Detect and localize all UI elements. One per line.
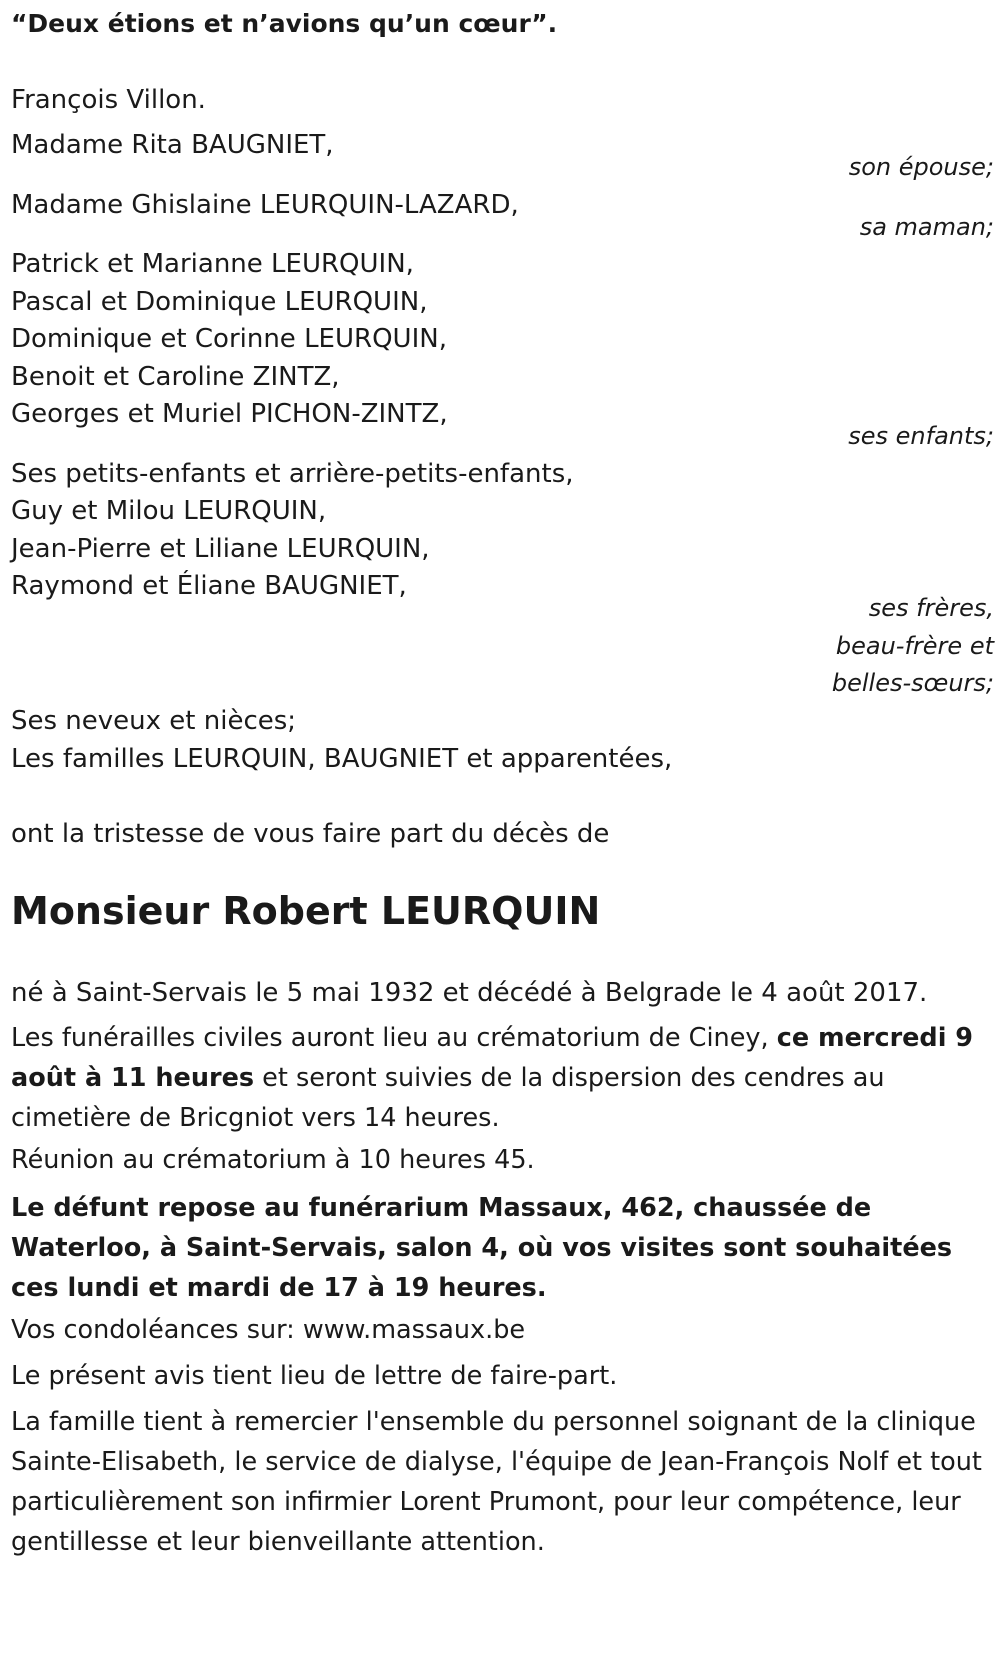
condolences-link[interactable]: www.massaux.be xyxy=(302,1315,526,1345)
condolences-label: Vos condoléances sur: xyxy=(11,1315,303,1345)
thanks: La famille tient à remercier l'ensemble du personnel soignant de la clinique Sainte-Elisabeth, le service de dialyse, l'équipe de Jean-François Nolf et tout particulièrement son infirmier Lorent Prumont, pour leur compétence, leur gentillesse et leur bienveillante attention. xyxy=(11,1407,982,1557)
sibling-line: Ses petits-enfants et arrière-petits-enfants, xyxy=(11,459,574,489)
funeral-intro: Les funérailles civiles auront lieu au crématorium de Ciney, xyxy=(11,1023,777,1053)
condolences-line xyxy=(11,1310,988,1350)
wife-role: son épouse; xyxy=(848,153,994,181)
mother-role: sa maman; xyxy=(859,213,994,241)
siblings-role: belles-sœurs; xyxy=(831,669,994,697)
deceased-name: Monsieur Robert LEURQUIN xyxy=(11,889,601,933)
sibling-line: Raymond et Éliane BAUGNIET, xyxy=(11,571,407,601)
families-line: Les familles LEURQUIN, BAUGNIET et apparentées, xyxy=(11,744,673,774)
child-line: Georges et Muriel PICHON-ZINTZ, xyxy=(11,399,448,429)
funeral-paragraph xyxy=(11,1018,988,1138)
sibling-line: Guy et Milou LEURQUIN, xyxy=(11,496,327,526)
meeting: Réunion au crématorium à 10 heures 45. xyxy=(11,1145,535,1175)
rest-place: Le défunt repose au funérarium Massaux, 462, chaussée de Waterloo, à Saint-Servais, salon 4, où vos visites sont souhaitées ces lundi et mardi de 17 à 19 heures. xyxy=(11,1193,953,1303)
birth-death: né à Saint-Servais le 5 mai 1932 et décédé à Belgrade le 4 août 2017. xyxy=(11,978,928,1008)
child-line: Benoit et Caroline ZINTZ, xyxy=(11,362,340,392)
funeral-date: ce mercredi 9 août à 11 heures xyxy=(11,1023,974,1093)
sibling-line: Jean-Pierre et Liliane LEURQUIN, xyxy=(11,534,430,564)
child-line: Pascal et Dominique LEURQUIN, xyxy=(11,287,428,317)
notice: Le présent avis tient lieu de lettre de faire-part. xyxy=(11,1361,618,1391)
nephews-line: Ses neveux et nièces; xyxy=(11,706,297,736)
quote: “Deux étions et n’avions qu’un cœur”. xyxy=(11,9,558,38)
children-role: ses enfants; xyxy=(848,422,994,450)
funeral-rest: et seront suivies de la dispersion des cendres au cimetière de Bricgniot vers 14 heures. xyxy=(11,1063,885,1133)
child-line: Dominique et Corinne LEURQUIN, xyxy=(11,324,447,354)
quote-author: François Villon. xyxy=(11,85,206,115)
announcement: ont la tristesse de vous faire part du décès de xyxy=(11,819,610,849)
siblings-role: ses frères, xyxy=(868,594,994,622)
siblings-role: beau-frère et xyxy=(835,632,994,660)
wife-line: Madame Rita BAUGNIET, xyxy=(11,130,334,160)
mother-line: Madame Ghislaine LEURQUIN-LAZARD, xyxy=(11,190,519,220)
child-line: Patrick et Marianne LEURQUIN, xyxy=(11,249,414,279)
